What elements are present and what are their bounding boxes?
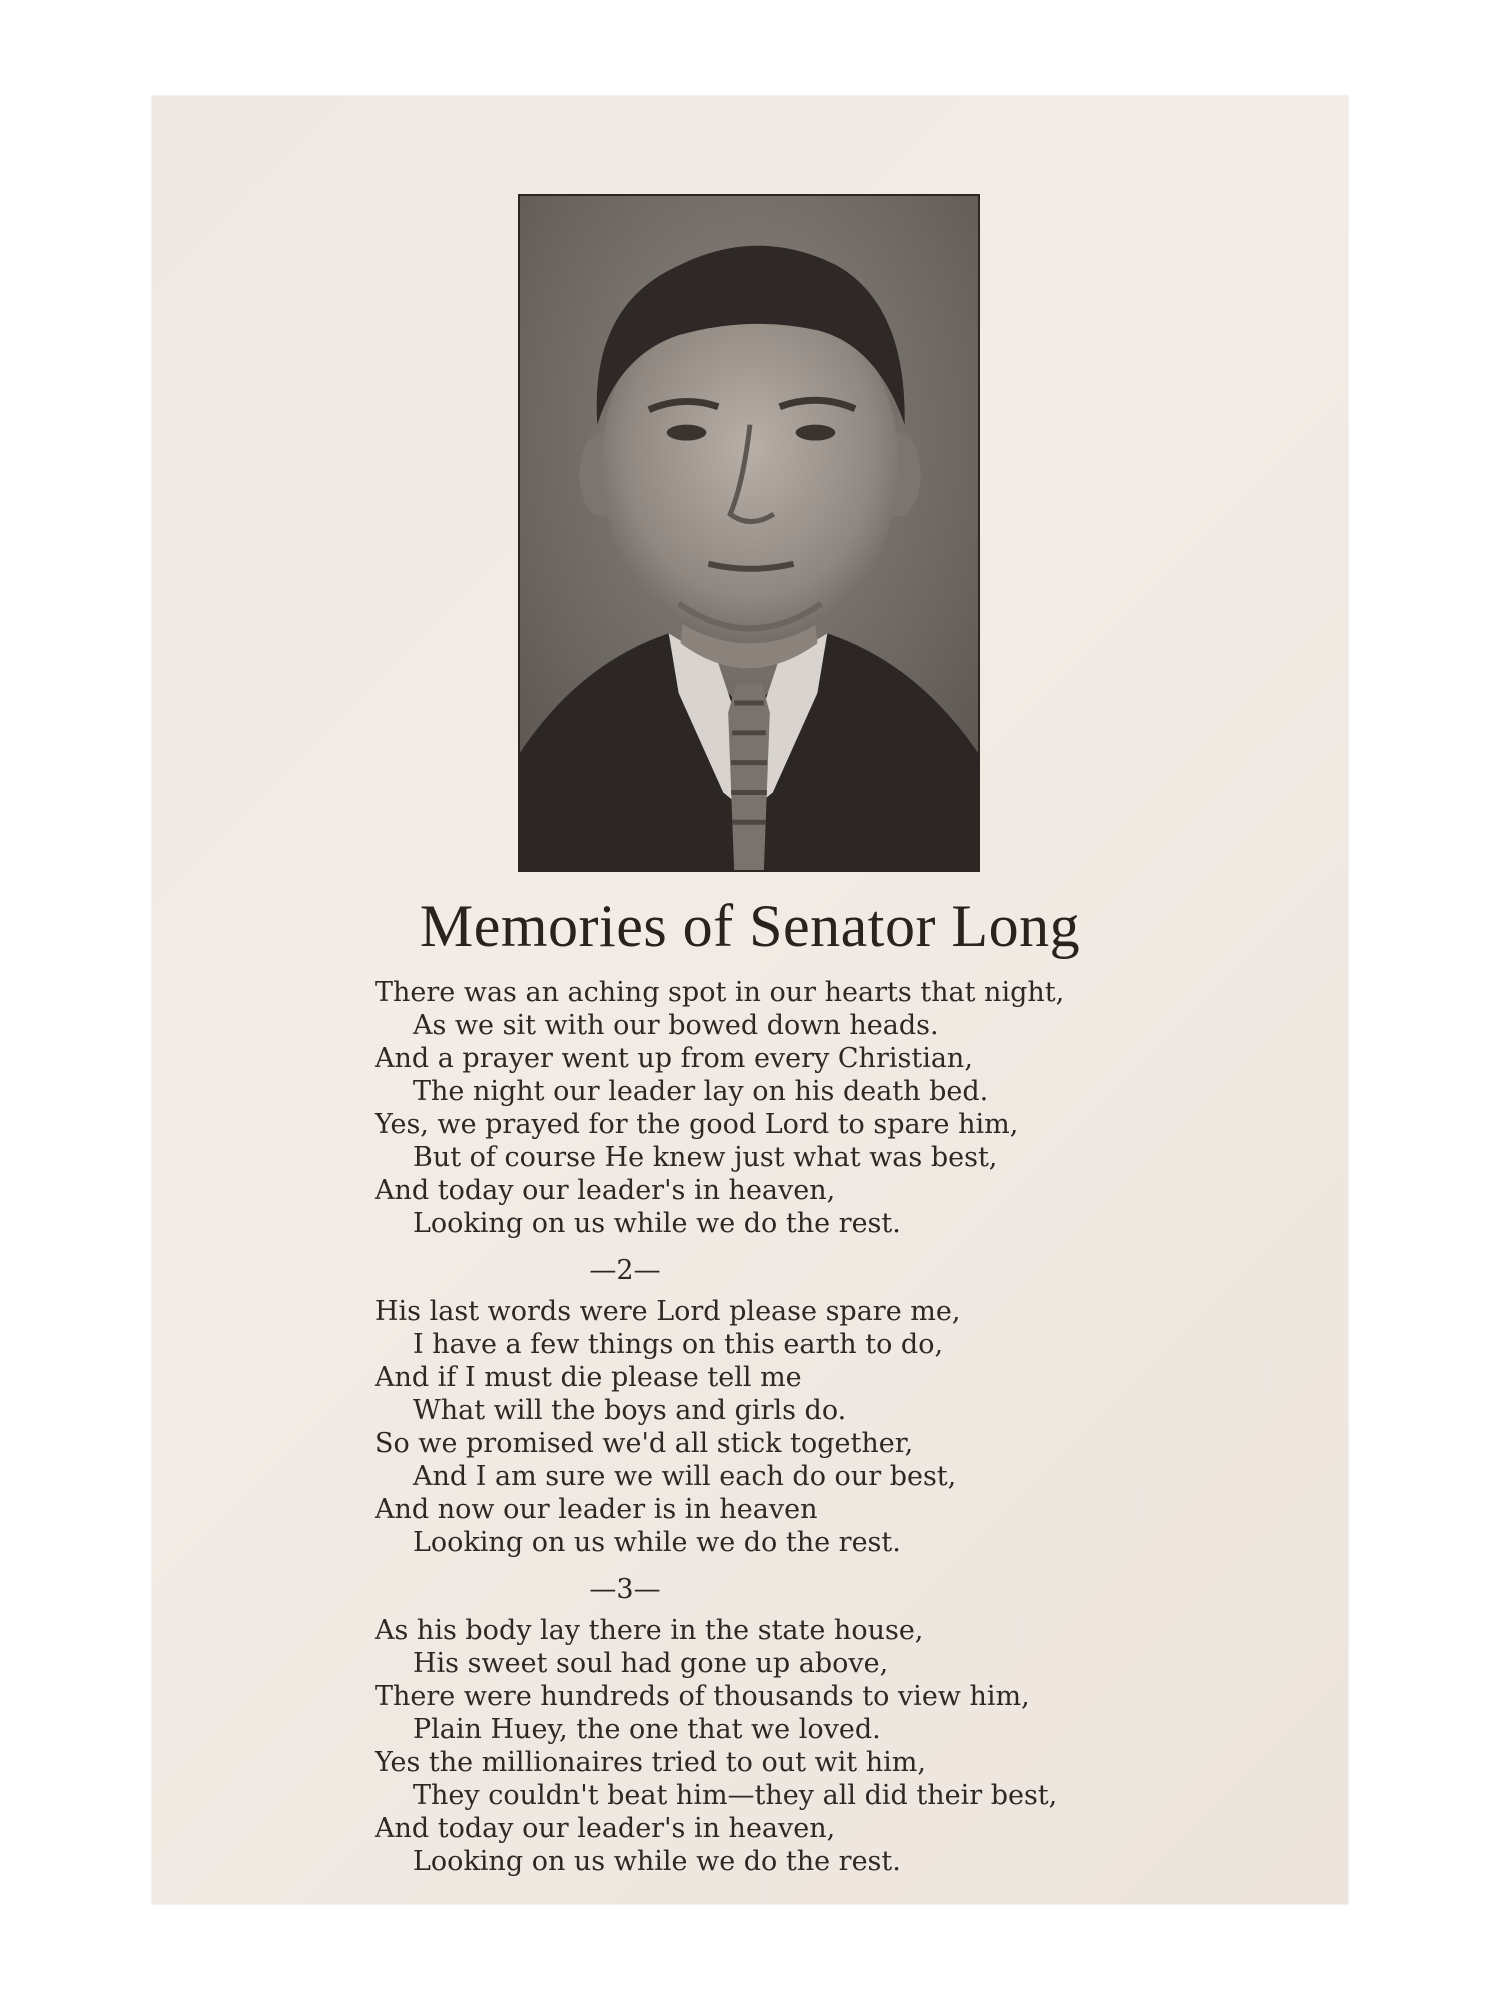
poem-line: There was an aching spot in our hearts that night, (375, 977, 1065, 1008)
poem-line: The night our leader lay on his death bed. (413, 1076, 989, 1107)
poem-line: What will the boys and girls do. (413, 1395, 847, 1426)
poem-line: So we promised we'd all stick together, (375, 1428, 914, 1459)
stanza-2 (375, 1295, 1235, 1559)
poem-line: Looking on us while we do the rest. (413, 1527, 901, 1558)
poem-line: Looking on us while we do the rest. (413, 1208, 901, 1239)
poem-line: But of course He knew just what was best, (413, 1142, 998, 1173)
poem-line: And now our leader is in heaven (375, 1494, 818, 1525)
poem-line: As we sit with our bowed down heads. (413, 1010, 939, 1041)
poem-line: And today our leader's in heaven, (375, 1813, 836, 1844)
poem-line: And I am sure we will each do our best, (413, 1461, 957, 1492)
poem-line: Yes, we prayed for the good Lord to spare him, (375, 1109, 1019, 1140)
poem-line: And if I must die please tell me (375, 1362, 802, 1393)
portrait-photo (518, 194, 980, 872)
poem-line: And today our leader's in heaven, (375, 1175, 836, 1206)
poem-line: As his body lay there in the state house, (375, 1615, 924, 1646)
poem-line: There were hundreds of thousands to view him, (375, 1681, 1030, 1712)
poem-line: Looking on us while we do the rest. (413, 1846, 901, 1877)
stanza-1 (375, 976, 1235, 1240)
poem-line: I have a few things on this earth to do, (413, 1329, 944, 1360)
poem-line: They couldn't beat him—they all did their best, (413, 1780, 1058, 1811)
printed-sheet (152, 96, 1348, 1904)
poem-line: Plain Huey, the one that we loved. (413, 1714, 881, 1745)
poem-line: His sweet soul had gone up above, (413, 1648, 889, 1679)
stanza-number: —2— (589, 1255, 661, 1286)
poem-body (375, 976, 1235, 1878)
stanza-number: —3— (589, 1574, 661, 1605)
document-title: Memories of Senator Long (419, 893, 1081, 959)
stanza-3 (375, 1614, 1235, 1878)
poem-line: Yes the millionaires tried to out wit him, (375, 1747, 926, 1778)
poem-line: And a prayer went up from every Christian, (375, 1043, 973, 1074)
poem-line: His last words were Lord please spare me, (375, 1296, 961, 1327)
portrait-image (520, 196, 978, 870)
